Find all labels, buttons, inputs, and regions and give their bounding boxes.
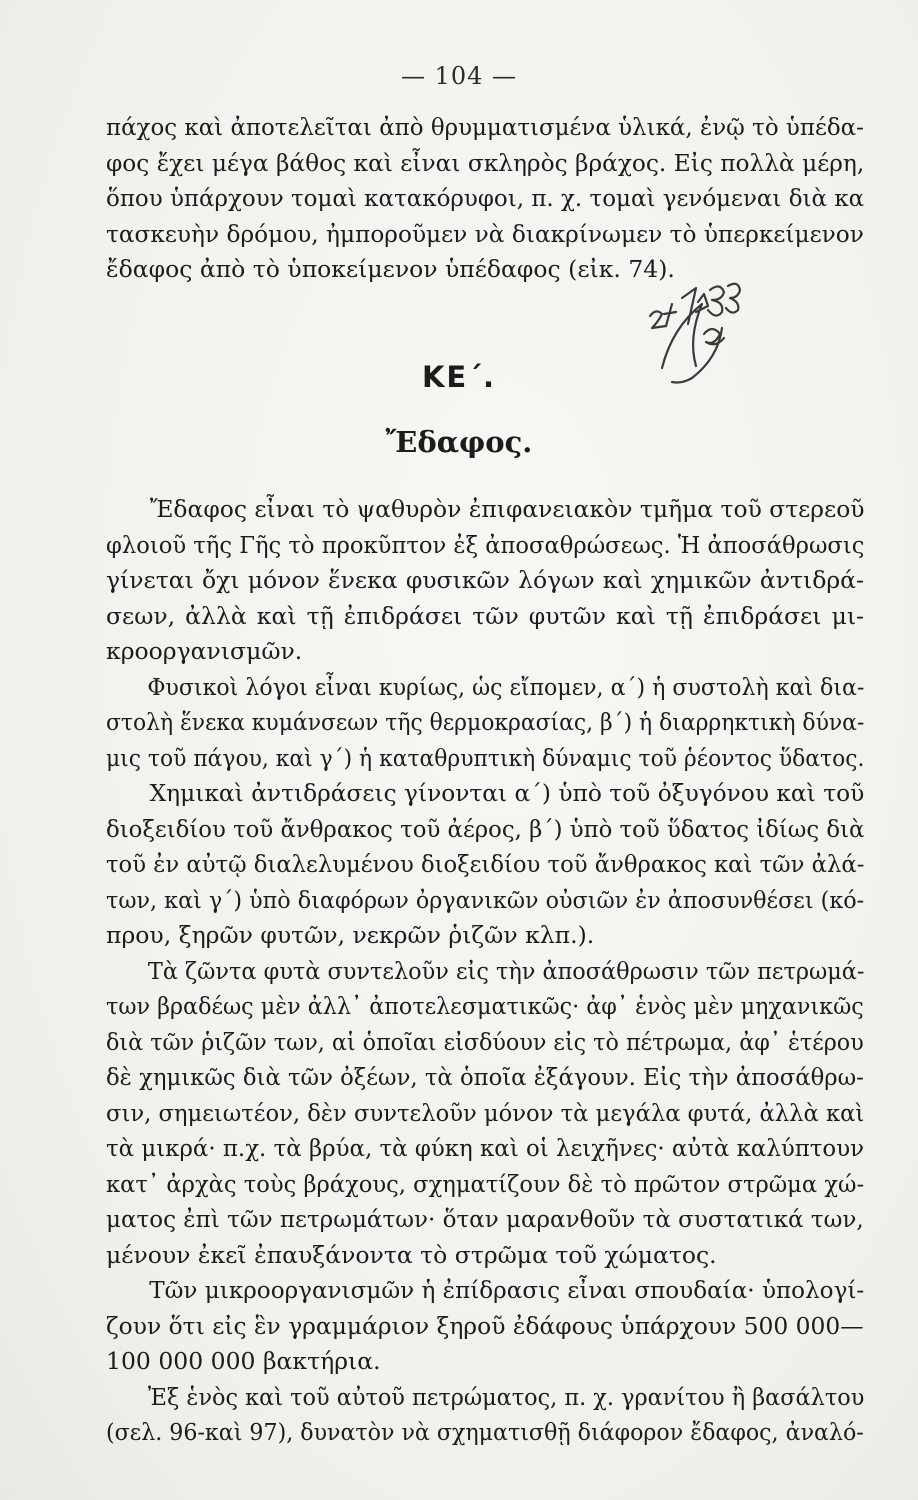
text-line: Ἔδαφος εἶναι τὸ ψαθυρὸν ἐπιφανειακὸν τμῆμα τοῦ στερεοῦ: [149, 495, 865, 523]
text-line: (σελ. 96-καὶ 97), δυνατὸν νὰ σχηματισθῇ διάφορον ἔδαφος, ἀναλό-: [106, 1418, 864, 1446]
text-line: ὅπου ὑπάρχουν τομαὶ κατακόρυφοι, π. χ. τομαὶ γενόμεναι διὰ κα: [106, 184, 865, 212]
text-line: ζουν ὅτι εἰς ἓν γραμμάριον ξηροῦ ἐδάφους ὑπάρχουν 500 000—: [106, 1311, 864, 1340]
text-line: Χημικαὶ ἀντιδράσεις γίνονται α΄) ὑπὸ τοῦ ὀξυγόνου καὶ τοῦ: [149, 779, 865, 807]
text-line: ματος ἐπὶ τῶν πετρωμάτων· ὅταν μαρανθοῦν τὰ συστατικά των,: [106, 1205, 864, 1233]
text-line: 100 000 000 βακτήρια.: [106, 1347, 381, 1375]
text-line: σιν, σημειωτέον, δὲν συντελοῦν μόνον τὰ μεγάλα φυτά, ἀλλὰ καὶ: [106, 1098, 865, 1127]
text-line: Τῶν μικροοργανισμῶν ἡ ἐπίδρασις εἶναι σπουδαία· ὑπολογί-: [149, 1276, 865, 1304]
text-line: Ἐξ ἑνὸς καὶ τοῦ αὐτοῦ πετρώματος, π. χ. γρανίτου ἢ βασάλτου: [147, 1382, 865, 1411]
chapter-title: Ἔδαφος.: [385, 425, 533, 459]
text-line: τασκευὴν δρόμου, ἠμποροῦμεν νὰ διακρίνωμεν τὸ ὑπερκείμενον: [106, 219, 864, 248]
text-line: γίνεται ὄχι μόνον ἕνεκα φυσικῶν λόγων καὶ χημικῶν ἀντιδρά-: [106, 566, 864, 594]
text-line: Φυσικοὶ λόγοι εἶναι κυρίως, ὡς εἴπομεν, α΄) ἡ συστολὴ καὶ δια-: [147, 672, 865, 701]
text-line: σεων, ἀλλὰ καὶ τῇ ἐπιδράσει τῶν φυτῶν καὶ τῇ ἐπιδράσει μι-: [106, 601, 864, 630]
intro-paragraph: [106, 110, 864, 288]
text-line: διὰ τῶν ῥιζῶν των, αἱ ὁποῖαι εἰσδύουν εἰς τὸ πέτρωμα, ἀφ᾽ ἑτέρου: [106, 1027, 864, 1056]
text-line: μις τοῦ πάγου, καὶ γ΄) ἡ καταθρυπτικὴ δύναμις τοῦ ῥέοντος ὕδατος.: [106, 743, 865, 772]
text-line: ἔδαφος ἀπὸ τὸ ὑποκείμενον ὑπέδαφος (εἰκ. 74).: [106, 255, 675, 283]
text-line: Τὰ ζῶντα φυτὰ συντελοῦν εἰς τὴν ἀποσάθρωσιν τῶν πετρωμά-: [147, 956, 865, 985]
text-line: των βραδέως μὲν ἀλλ᾽ ἀποτελεσματικῶς· ἀφ᾽ ἑνὸς μὲν μηχανικῶς: [106, 992, 864, 1020]
text-line: των, καὶ γ΄) ὑπὸ διαφόρων ὀργανικῶν οὐσιῶν ἐν ἀποσυνθέσει (κό-: [106, 885, 865, 914]
text-line: μένουν ἐκεῖ ἐπαυξάνοντα τὸ στρῶμα τοῦ χώματος.: [106, 1240, 717, 1269]
body-text: [106, 492, 864, 1451]
page-number: — 104 —: [400, 62, 518, 90]
text-line: πρου, ξηρῶν φυτῶν, νεκρῶν ῥιζῶν κλπ.).: [106, 921, 595, 949]
text-line: πάχος καὶ ἀποτελεῖται ἀπὸ θρυμματισμένα ὑλικά, ἐνῷ τὸ ὑπέδα-: [106, 113, 864, 141]
text-line: διοξειδίου τοῦ ἄνθρακος τοῦ ἀέρος, β΄) ὑπὸ τοῦ ὕδατος ἰδίως διὰ: [106, 814, 865, 843]
text-line: φλοιοῦ τῆς Γῆς τὸ προκῦπτον ἐξ ἀποσαθρώσεως. Ἡ ἀποσάθρωσις: [106, 530, 865, 559]
text-line: τὰ μικρά· π.χ. τὰ βρύα, τὰ φύκη καὶ οἱ λειχῆνες· αὐτὰ καλύπτουν: [106, 1134, 864, 1162]
text-line: κατ᾽ ἀρχὰς τοὺς βράχους, σχηματίζουν δὲ τὸ πρῶτον στρῶμα χώ-: [106, 1169, 865, 1198]
text-line: φος ἔχει μέγα βάθος καὶ εἶναι σκληρὸς βράχος. Εἰς πολλὰ μέρη,: [106, 148, 865, 177]
chapter-number: ΚΕ΄.: [421, 360, 497, 394]
text-line: στολὴ ἕνεκα κυμάνσεων τῆς θερμοκρασίας, β΄) ἡ διαρρηκτικὴ δύνα-: [106, 708, 865, 736]
text-line: δὲ χημικῶς διὰ τῶν ὀξέων, τὰ ὁποῖα ἐξάγουν. Εἰς τὴν ἀποσάθρω-: [106, 1063, 864, 1091]
text-line: κροοργανισμῶν.: [106, 637, 303, 665]
text-line: τοῦ ἐν αὐτῷ διαλελυμένου διοξειδίου τοῦ ἄνθρακος καὶ τῶν ἀλά-: [106, 850, 865, 878]
